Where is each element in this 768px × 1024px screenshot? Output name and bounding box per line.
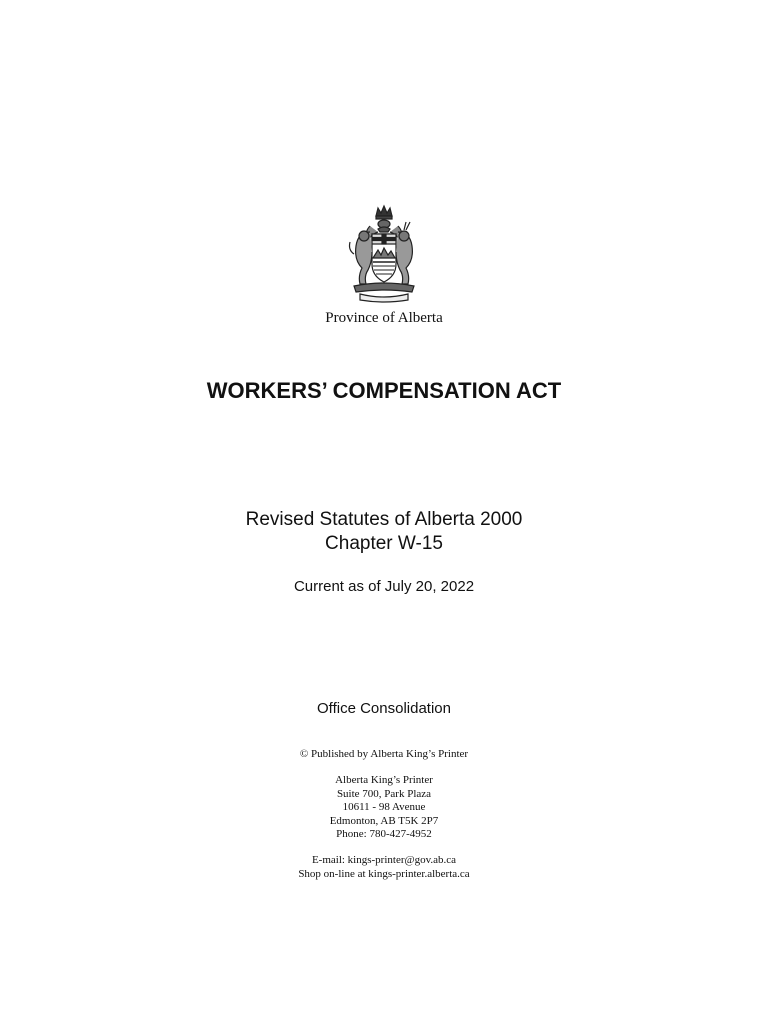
address-line: Edmonton, AB T5K 2P7	[329, 814, 439, 827]
publisher-contact	[0, 854, 768, 881]
publisher-address	[0, 774, 768, 842]
shop-online-line: Shop on-line at kings-printer.alberta.ca	[298, 867, 470, 880]
alberta-coat-of-arms-icon	[334, 202, 434, 304]
address-line: 10611 - 98 Avenue	[342, 801, 426, 813]
office-consolidation: Office Consolidation	[317, 700, 451, 717]
statute-line: Revised Statutes of Alberta 2000	[245, 509, 523, 530]
phone-line: Phone: 780-427-4952	[336, 828, 432, 840]
address-line: Alberta King’s Printer	[335, 774, 433, 786]
current-as-of: Current as of July 20, 2022	[293, 578, 475, 595]
publisher-notice: © Published by Alberta King’s Printer	[299, 748, 469, 760]
act-title: WORKERS’ COMPENSATION ACT	[206, 378, 562, 403]
chapter-line: Chapter W-15	[325, 533, 443, 554]
province-name: Province of Alberta	[325, 310, 443, 326]
address-line: Suite 700, Park Plaza	[336, 787, 432, 800]
email-line: E-mail: kings-printer@gov.ab.ca	[311, 854, 457, 866]
statute-reference	[0, 508, 768, 556]
